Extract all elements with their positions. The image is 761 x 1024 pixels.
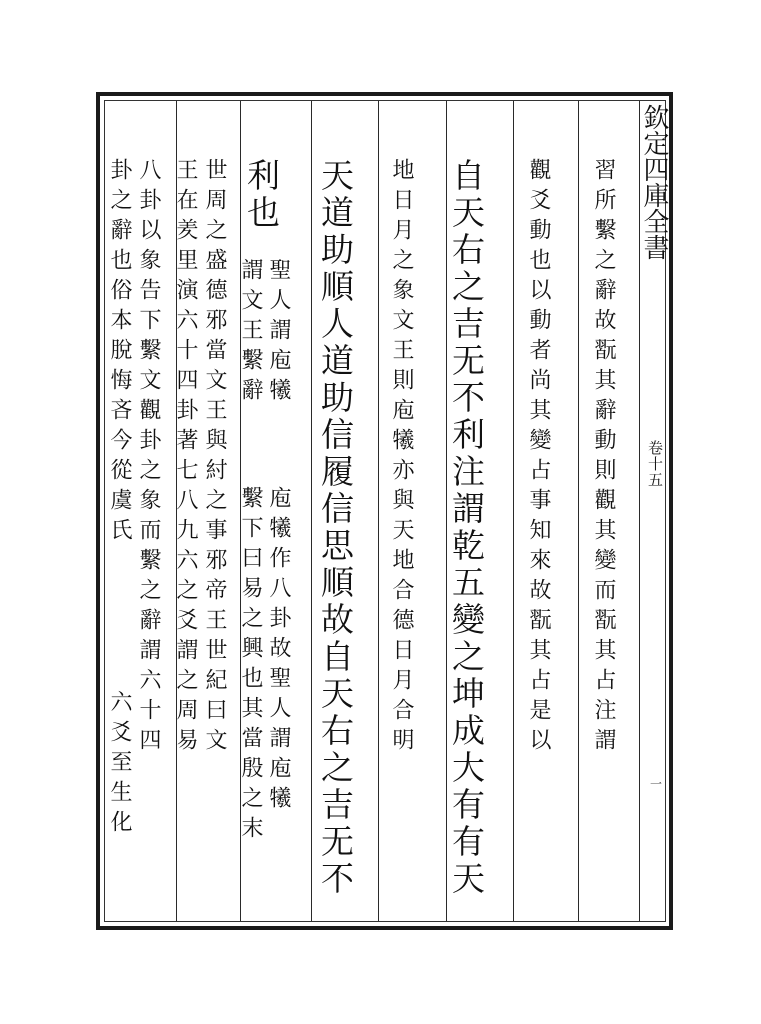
text-column-c8c: 六爻至生化 [107, 690, 132, 840]
column-rule [578, 101, 579, 921]
text-column-c6e: 繫下曰易之興也其當殷之末 [238, 486, 263, 846]
text-column-c4: 地日月之象文王則庖犧亦與天地合德日月合明 [389, 158, 414, 758]
text-column-c8b: 卦之辭也俗本脫悔吝今從虞氏 [107, 158, 132, 548]
page-number: 一 [650, 777, 663, 791]
text-column-c5: 天道助順人道助信履信思順故自天右之吉无不 [316, 158, 355, 898]
text-column-c6c: 謂文王繫辭 [238, 258, 263, 408]
text-column-c7a: 世周之盛德邪當文王與紂之事邪帝王世紀曰文 [202, 158, 227, 758]
volume-label: 卷十五 [646, 440, 664, 488]
text-column-c2: 觀爻動也以動者尚其變占事知來故翫其占是以 [526, 158, 551, 758]
book-title: 欽定四庫全書 [639, 104, 669, 260]
column-rule [513, 101, 514, 921]
text-column-c3: 自天右之吉无不利注謂乾五變之坤成大有有天 [447, 158, 486, 898]
text-column-c6d: 庖犧作八卦故聖人謂庖犧 [266, 486, 291, 816]
text-column-c6: 利也 [242, 158, 281, 232]
text-column-c1: 習所繫之辭故翫其辭動則觀其變而翫其占注謂 [591, 158, 616, 758]
text-column-c8a: 八卦以象告下繫文觀卦之象而繫之辭謂六十四 [136, 158, 161, 758]
text-column-c6b: 聖人謂庖犧 [266, 258, 291, 408]
column-rule [378, 101, 379, 921]
column-rule [311, 101, 312, 921]
text-column-c7b: 王在羑里演六十四卦著七八九六之爻謂之周易 [173, 158, 198, 758]
